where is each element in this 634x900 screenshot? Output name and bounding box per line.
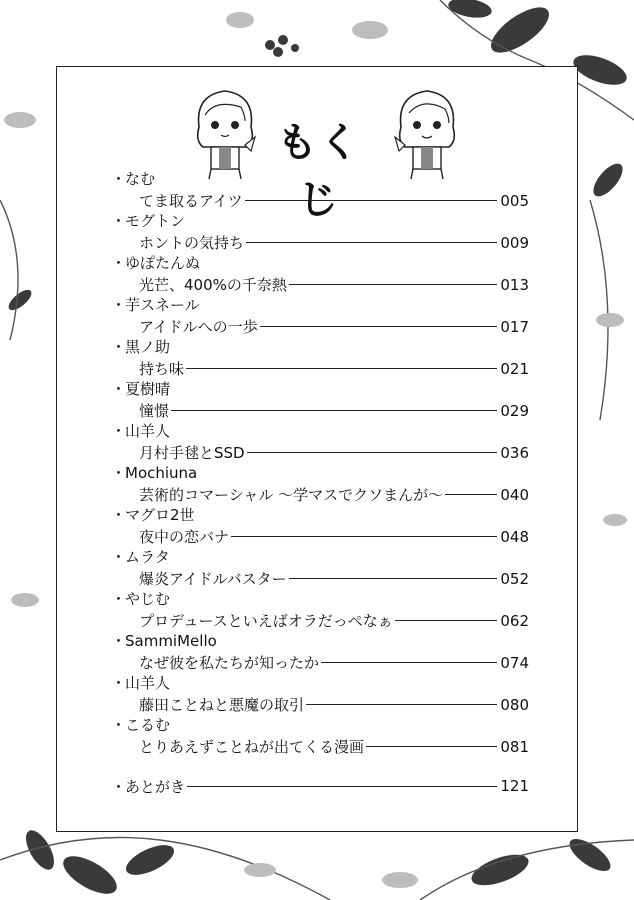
entry-author	[111, 169, 155, 189]
entry-author	[111, 715, 170, 735]
page-number: 080	[500, 695, 529, 714]
page-number: 052	[500, 569, 529, 588]
afterword-entry[interactable]	[111, 775, 529, 797]
bullet: ・	[111, 422, 127, 440]
work-title: 憧憬	[139, 402, 170, 420]
table-of-contents	[57, 169, 577, 757]
chibi-character-right-illustration	[387, 85, 467, 181]
dot-leader	[231, 536, 497, 537]
work-title: ホントの気持ち	[139, 234, 245, 252]
author-name: 山羊人	[125, 422, 171, 440]
toc-entry[interactable]	[57, 295, 577, 337]
work-title: 芸術的コマーシャル ～学マスでクソまんが～	[139, 486, 444, 504]
entry-work-row	[139, 400, 529, 421]
bullet: ・	[111, 380, 127, 398]
bullet: ・	[111, 716, 127, 734]
work-title: 月村手毬とSSD	[139, 444, 245, 462]
bullet: ・	[111, 674, 127, 692]
work-title: 光芒、400%の千奈熱	[139, 276, 287, 294]
page-number: 048	[500, 527, 529, 546]
entry-author	[111, 631, 217, 651]
author-name: マグロ2世	[125, 506, 195, 524]
dot-leader	[171, 410, 497, 411]
entry-author	[111, 673, 170, 693]
toc-entry[interactable]	[57, 169, 577, 211]
bullet: ・	[111, 338, 127, 356]
author-name: 山羊人	[125, 674, 171, 692]
entry-author	[111, 211, 185, 231]
afterword-title: あとがき	[125, 777, 186, 796]
dot-leader	[366, 746, 497, 747]
entry-work-row	[139, 190, 529, 211]
author-name: こるむ	[125, 716, 171, 734]
entry-author	[111, 295, 200, 315]
bullet: ・	[111, 296, 127, 314]
entry-work-row	[139, 568, 529, 589]
toc-entry[interactable]	[57, 547, 577, 589]
author-name: SammiMello	[125, 632, 217, 650]
bullet: ・	[111, 548, 127, 566]
bullet: ・	[111, 632, 127, 650]
work-title: てま取るアイツ	[139, 192, 243, 210]
page-number: 021	[500, 359, 529, 378]
entry-work-row	[139, 694, 529, 715]
toc-entry[interactable]	[57, 337, 577, 379]
toc-entry[interactable]	[57, 379, 577, 421]
work-title: プロデュースといえばオラだっぺなぁ	[139, 612, 393, 630]
toc-entry[interactable]	[57, 421, 577, 463]
toc-entry[interactable]	[57, 673, 577, 715]
author-name: Mochiuna	[125, 464, 198, 482]
dot-leader	[445, 494, 497, 495]
author-name: なむ	[125, 170, 156, 188]
bullet: ・	[111, 212, 127, 230]
work-title: 夜中の恋バナ	[139, 528, 230, 546]
entry-work-row	[139, 484, 529, 505]
afterword-label	[111, 776, 185, 797]
toc-entry[interactable]	[57, 715, 577, 757]
entry-work-row	[139, 316, 529, 337]
entry-author	[111, 547, 170, 567]
dot-leader	[395, 620, 498, 621]
work-title: とりあえずことねが出てくる漫画	[139, 738, 365, 756]
entry-author	[111, 505, 195, 525]
dot-leader	[187, 786, 497, 787]
entry-author	[111, 337, 170, 357]
entry-author	[111, 379, 170, 399]
entry-work-row	[139, 358, 529, 379]
author-name: 黒ノ助	[125, 338, 171, 356]
bullet: ・	[111, 590, 127, 608]
dot-leader	[289, 578, 498, 579]
author-name: モグトン	[125, 212, 186, 230]
page-number: 036	[500, 443, 529, 462]
entry-work-row	[139, 736, 529, 757]
bullet: ・	[111, 254, 127, 272]
entry-work-row	[139, 610, 529, 631]
page-number: 029	[500, 401, 529, 420]
bullet: ・	[111, 464, 127, 482]
page-number: 081	[500, 737, 529, 756]
entry-author	[111, 253, 200, 273]
toc-entry[interactable]	[57, 463, 577, 505]
entry-work-row	[139, 652, 529, 673]
dot-leader	[247, 452, 498, 453]
toc-entry[interactable]	[57, 631, 577, 673]
entry-author	[111, 589, 170, 609]
dot-leader	[306, 704, 497, 705]
page-number: 040	[500, 485, 529, 504]
afterword-page-number: 121	[500, 777, 529, 795]
page-number: 005	[500, 191, 529, 210]
chibi-character-left-illustration	[185, 85, 265, 181]
work-title: アイドルへの一歩	[139, 318, 258, 336]
work-title: 藤田ことねと悪魔の取引	[139, 696, 305, 714]
entry-work-row	[139, 232, 529, 253]
page-number: 009	[500, 233, 529, 252]
page-number: 013	[500, 275, 529, 294]
toc-panel	[56, 66, 578, 832]
bullet: ・	[111, 170, 127, 188]
bullet: ・	[111, 506, 127, 524]
work-title: 持ち味	[139, 360, 185, 378]
author-name: 芋スネール	[125, 296, 200, 314]
author-name: 夏樹晴	[125, 380, 171, 398]
entry-work-row	[139, 442, 529, 463]
dot-leader	[260, 326, 498, 327]
entry-author	[111, 463, 197, 483]
page-number: 062	[500, 611, 529, 630]
toc-entry[interactable]	[57, 211, 577, 253]
dot-leader	[289, 284, 497, 285]
entry-author	[111, 421, 170, 441]
author-name: ゆぽたんぬ	[125, 254, 201, 272]
page-title: もくじ	[277, 120, 361, 223]
author-name: ムラタ	[125, 548, 170, 566]
work-title: なぜ彼を私たちが知ったか	[139, 654, 320, 672]
toc-entry[interactable]	[57, 253, 577, 295]
author-name: やじむ	[125, 590, 171, 608]
page-number: 017	[500, 317, 529, 336]
dot-leader	[245, 200, 498, 201]
dot-leader	[186, 368, 497, 369]
work-title: 爆炎アイドルバスター	[139, 570, 287, 588]
page-number: 074	[500, 653, 529, 672]
bullet: ・	[111, 777, 127, 796]
dot-leader	[321, 662, 497, 663]
dot-leader	[246, 242, 497, 243]
toc-entry[interactable]	[57, 589, 577, 631]
entry-work-row	[139, 526, 529, 547]
toc-entry[interactable]	[57, 505, 577, 547]
entry-work-row	[139, 274, 529, 295]
